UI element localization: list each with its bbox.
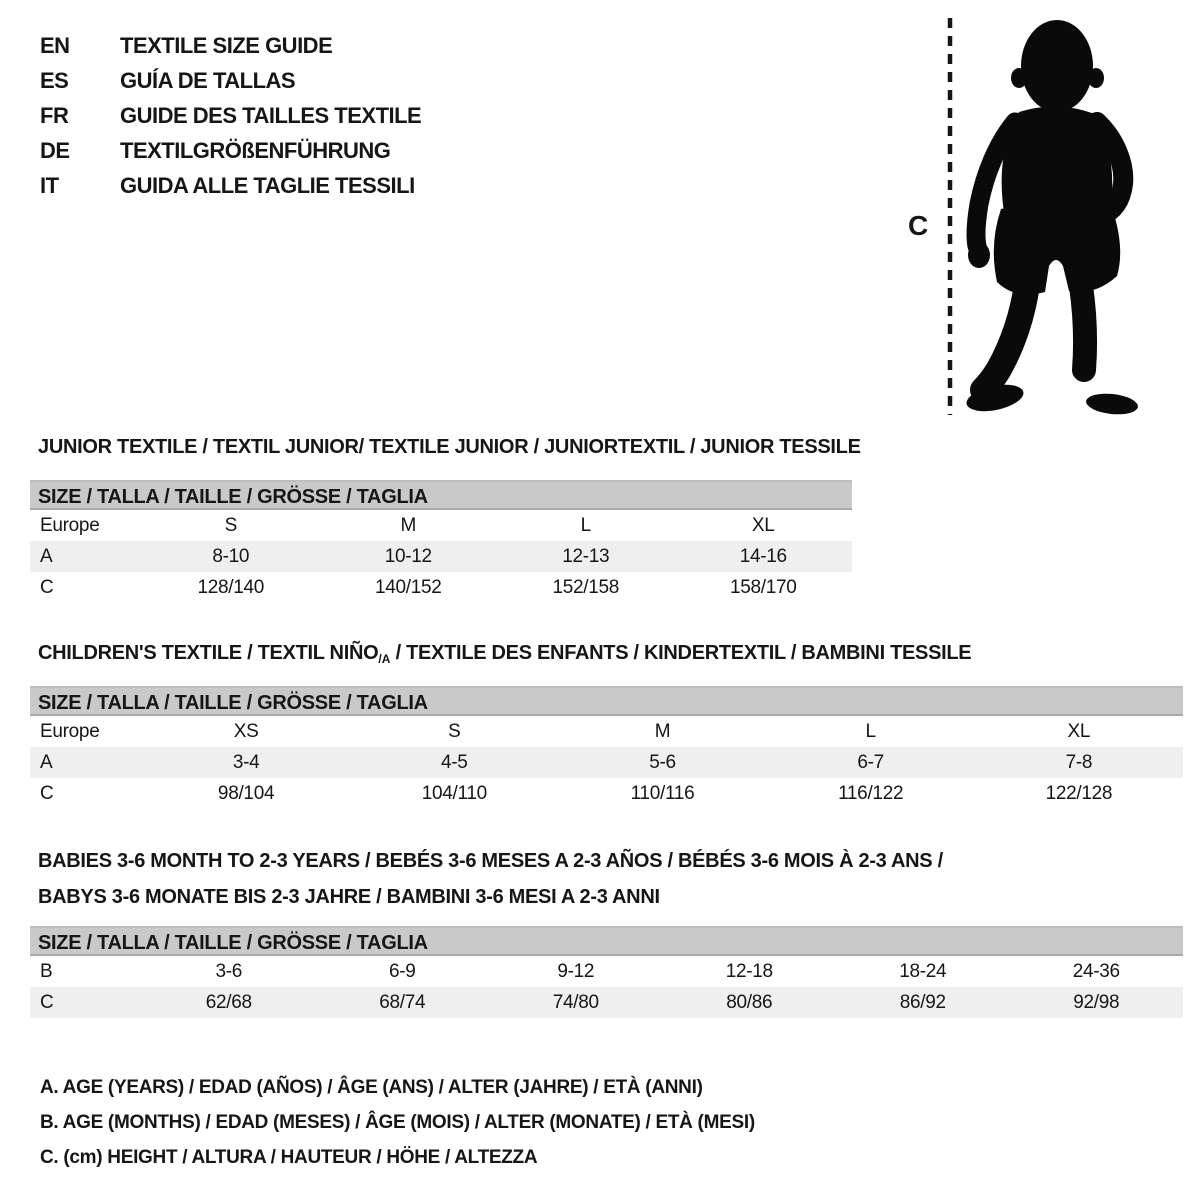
junior-table-section <box>30 480 852 603</box>
babies-table-title-line2: BABYS 3-6 MONATE BIS 2-3 JAHRE / BAMBINI 3-6 MESI A 2-3 ANNI <box>38 886 660 908</box>
row-label-cell: A <box>40 751 53 773</box>
table-cell: 18-24 <box>899 960 947 982</box>
language-title-es: GUÍA DE TALLAS <box>120 67 296 93</box>
children-table-title <box>38 642 971 666</box>
table-cell: S <box>448 720 461 742</box>
children-title-subscript: /A <box>378 652 391 666</box>
language-row-es <box>40 63 421 98</box>
table-cell: 116/122 <box>838 782 904 804</box>
language-code-en: EN <box>40 32 70 58</box>
junior-size-table <box>30 510 852 603</box>
language-title-it: GUIDA ALLE TAGLIE TESSILI <box>120 172 415 198</box>
table-cell: 158/170 <box>729 576 797 598</box>
table-cell: 140/152 <box>374 576 442 598</box>
table-cell: 110/116 <box>630 782 695 804</box>
table-row <box>30 510 852 541</box>
table-cell: 14-16 <box>739 545 787 567</box>
table-cell: 122/128 <box>1045 782 1113 804</box>
table-cell: L <box>580 514 591 536</box>
row-label-cell: Europe <box>40 514 100 536</box>
legend-line-b: B. AGE (MONTHS) / EDAD (MESES) / ÂGE (MOIS) / ALTER (MONATE) / ETÀ (MESI) <box>40 1112 755 1133</box>
table-cell: 10-12 <box>384 545 432 567</box>
table-cell: 68/74 <box>379 991 426 1013</box>
height-measure-label: C <box>908 210 929 241</box>
row-label-cell: C <box>40 576 54 598</box>
table-cell: 104/110 <box>421 782 487 804</box>
junior-size-header: SIZE / TALLA / TAILLE / GRÖSSE / TAGLIA <box>30 480 852 510</box>
table-row <box>30 778 1183 809</box>
table-cell: 8-10 <box>212 545 250 567</box>
row-label-cell: Europe <box>40 720 100 742</box>
language-title-fr: GUIDE DES TAILLES TEXTILE <box>120 102 422 128</box>
table-cell: 92/98 <box>1073 991 1120 1013</box>
table-cell: 24-36 <box>1072 960 1120 982</box>
table-cell: XL <box>751 514 775 536</box>
table-cell: 5-6 <box>649 751 676 773</box>
row-label-cell: C <box>40 991 54 1013</box>
children-title-part: CHILDREN'S TEXTILE / TEXTIL NIÑO <box>38 642 379 664</box>
table-row <box>30 956 1183 987</box>
table-cell: 6-7 <box>857 751 884 773</box>
language-code-es: ES <box>40 67 69 93</box>
junior-table-title: JUNIOR TEXTILE / TEXTIL JUNIOR/ TEXTILE JUNIOR / JUNIORTEXTIL / JUNIOR TESSILE <box>38 436 861 458</box>
table-cell: 12-18 <box>725 960 773 982</box>
babies-table-section <box>30 926 1183 1018</box>
toddler-silhouette-figure <box>935 14 1145 419</box>
children-size-table <box>30 716 1183 809</box>
row-label-cell: A <box>40 545 53 567</box>
table-cell: 6-9 <box>388 960 416 982</box>
legend-line-c: C. (cm) HEIGHT / ALTURA / HAUTEUR / HÖHE / ALTEZZA <box>40 1147 538 1168</box>
table-row <box>30 987 1183 1018</box>
table-cell: 98/104 <box>217 782 275 804</box>
language-row-fr <box>40 98 421 133</box>
table-cell: 3-6 <box>215 960 243 982</box>
babies-size-header: SIZE / TALLA / TAILLE / GRÖSSE / TAGLIA <box>30 926 1183 956</box>
table-cell: 80/86 <box>726 991 773 1013</box>
table-cell: 86/92 <box>899 991 946 1013</box>
children-title-part: / TEXTILE DES ENFANTS / KINDERTEXTIL / BAMBINI TESSILE <box>390 642 972 664</box>
language-code-it: IT <box>40 172 59 198</box>
language-row-it <box>40 168 421 203</box>
table-cell: S <box>224 514 237 536</box>
language-title-en: TEXTILE SIZE GUIDE <box>120 32 333 58</box>
language-row-en <box>40 28 421 63</box>
table-row <box>30 572 852 603</box>
table-cell: 152/158 <box>552 576 620 598</box>
table-cell: XL <box>1067 720 1091 742</box>
toddler-silhouette <box>964 20 1139 417</box>
table-cell: 7-8 <box>1065 751 1093 773</box>
table-cell: 9-12 <box>557 960 595 982</box>
table-row <box>30 716 1183 747</box>
language-code-de: DE <box>40 137 70 163</box>
table-cell: 3-4 <box>232 751 260 773</box>
legend-line-a: A. AGE (YEARS) / EDAD (AÑOS) / ÂGE (ANS) / ALTER (JAHRE) / ETÀ (ANNI) <box>40 1077 703 1098</box>
language-row-de <box>40 133 421 168</box>
table-cell: 4-5 <box>441 751 468 773</box>
table-cell: 74/80 <box>552 991 599 1013</box>
language-title-de: TEXTILGRÖßENFÜHRUNG <box>120 137 391 163</box>
table-cell: 12-13 <box>562 545 610 567</box>
table-cell: 62/68 <box>205 991 252 1013</box>
row-label-cell: C <box>40 782 54 804</box>
table-row <box>30 541 852 572</box>
language-code-fr: FR <box>40 102 69 128</box>
babies-size-table <box>30 956 1183 1018</box>
table-cell: XS <box>233 720 259 742</box>
measure-legend <box>40 1070 755 1175</box>
table-cell: M <box>400 514 417 536</box>
babies-table-title-line1: BABIES 3-6 MONTH TO 2-3 YEARS / BEBÉS 3-6 MESES A 2-3 AÑOS / BÉBÉS 3-6 MOIS À 2-3 ANS / <box>38 850 943 872</box>
table-cell: 128/140 <box>197 576 265 598</box>
row-label-cell: B <box>40 960 53 982</box>
language-title-list <box>40 28 421 203</box>
children-table-section <box>30 686 1183 809</box>
table-row <box>30 747 1183 778</box>
children-size-header: SIZE / TALLA / TAILLE / GRÖSSE / TAGLIA <box>30 686 1183 716</box>
table-cell: M <box>654 720 671 742</box>
table-cell: L <box>865 720 876 742</box>
